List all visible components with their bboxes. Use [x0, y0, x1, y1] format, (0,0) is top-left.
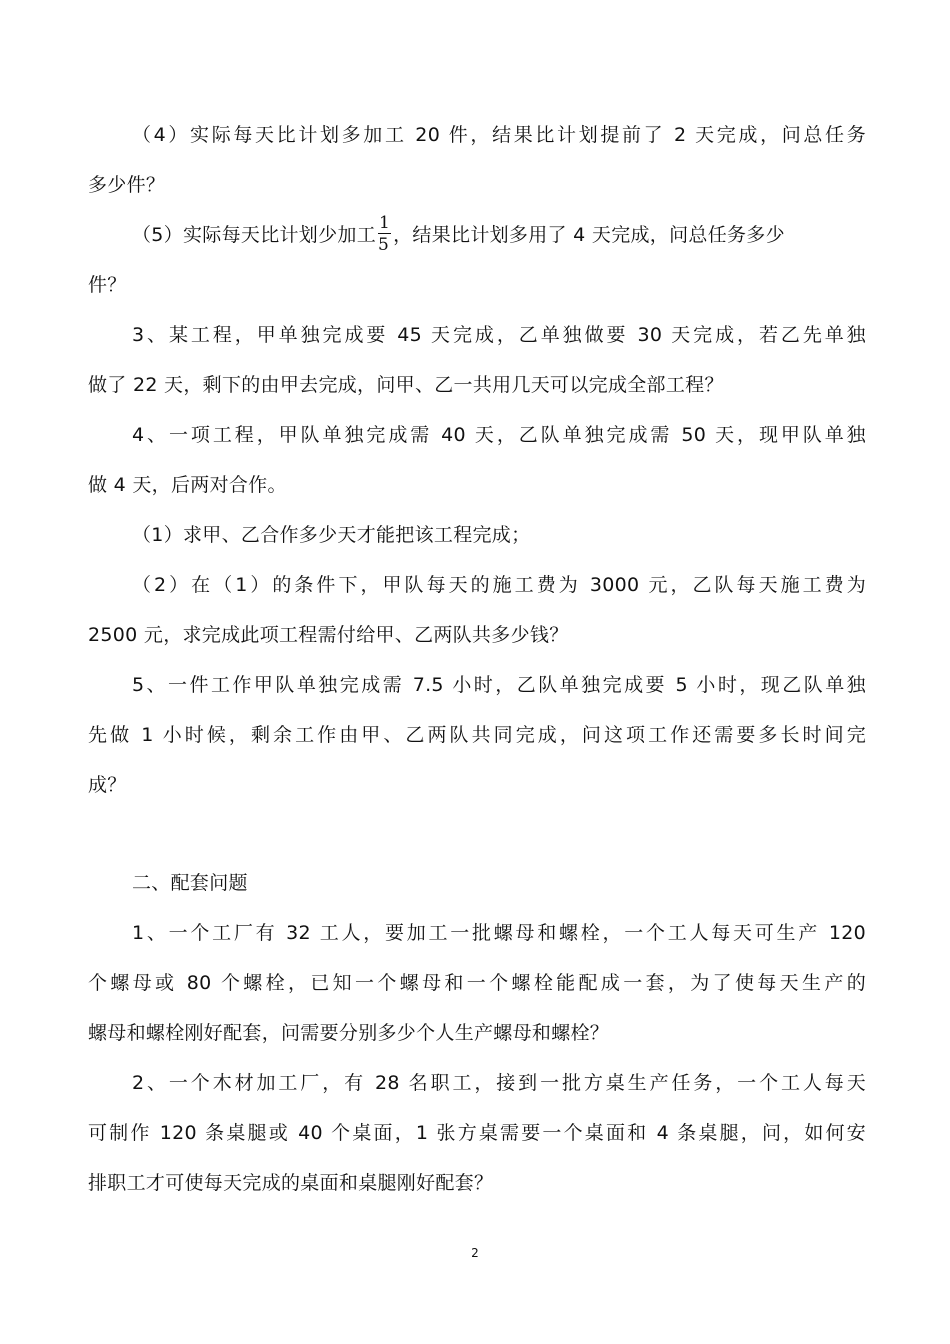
text-line: 个螺母或 80 个螺栓，已知一个螺母和一个螺栓能配成一套，为了使每天生产的	[88, 972, 866, 994]
text-line: 件？	[88, 274, 127, 296]
text-line: 3、某工程，甲单独完成要 45 天完成，乙单独做要 30 天完成，若乙先单独	[132, 324, 866, 346]
text-line: 2500 元，求完成此项工程需付给甲、乙两队共多少钱？	[88, 624, 569, 646]
question-4-part-1	[88, 510, 866, 560]
text-line: （4）实际每天比计划多加工 20 件，结果比计划提前了 2 天完成，问总任务	[132, 124, 866, 146]
section-title: 二、配套问题	[132, 872, 248, 894]
section-heading	[88, 858, 866, 908]
text-line: 成？	[88, 774, 127, 796]
question-4-sub	[88, 110, 866, 210]
text-line: 做 4 天，后两对合作。	[88, 474, 287, 496]
fraction-numerator: 1	[379, 212, 391, 233]
question-3	[88, 310, 866, 410]
text-line-with-fraction	[88, 210, 866, 260]
question-5-sub	[88, 210, 866, 310]
text-line: 先做 1 小时候，剩余工作由甲、乙两队共同完成，问这项工作还需要多长时间完	[88, 724, 866, 746]
matching-question-1	[88, 908, 866, 1058]
text-line: 可制作 120 条桌腿或 40 个桌面，1 张方桌需要一个桌面和 4 条桌腿，问，如何安	[88, 1122, 866, 1144]
question-5	[88, 660, 866, 810]
question-4	[88, 410, 866, 510]
text-line: 螺母和螺栓刚好配套，问需要分别多少个人生产螺母和螺栓？	[88, 1022, 610, 1044]
fraction-denominator: 5	[378, 234, 390, 255]
question-4-part-2	[88, 560, 866, 660]
text-line: （1）求甲、乙合作多少天才能把该工程完成；	[132, 524, 531, 546]
text-segment: （5）实际每天比计划少加工	[132, 224, 376, 246]
text-line: 多少件？	[88, 174, 166, 196]
text-line: 4、一项工程，甲队单独完成需 40 天，乙队单独完成需 50 天，现甲队单独	[132, 424, 866, 446]
text-line: 排职工才可使每天完成的桌面和桌腿刚好配套？	[88, 1172, 494, 1194]
fraction	[378, 214, 391, 254]
text-line: 做了 22 天，剩下的由甲去完成，问甲、乙一共用几天可以完成全部工程？	[88, 374, 724, 396]
text-line: 2、一个木材加工厂，有 28 名职工，接到一批方桌生产任务，一个工人每天	[132, 1072, 866, 1094]
text-segment: ，结果比计划多用了 4 天完成，问总任务多少	[393, 224, 785, 246]
matching-question-2	[88, 1058, 866, 1208]
page-number: 2	[471, 1246, 479, 1260]
text-line: （2）在（1）的条件下，甲队每天的施工费为 3000 元，乙队每天施工费为	[132, 574, 866, 596]
text-line: 1、一个工厂有 32 工人，要加工一批螺母和螺栓，一个工人每天可生产 120	[132, 922, 866, 944]
text-line: 5、一件工作甲队单独完成需 7.5 小时，乙队单独完成要 5 小时，现乙队单独	[132, 674, 866, 696]
